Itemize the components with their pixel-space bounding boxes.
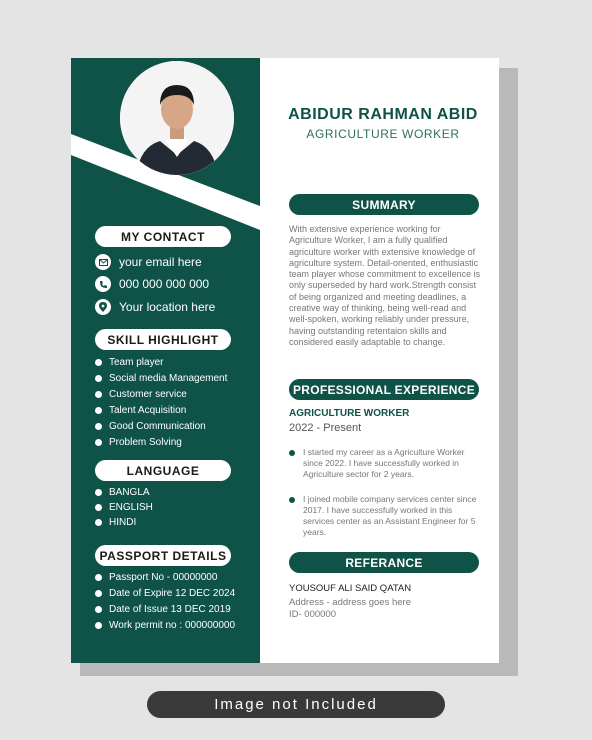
list-item: ENGLISH bbox=[95, 500, 153, 515]
passport-list bbox=[95, 569, 235, 633]
list-item: Team player bbox=[95, 354, 227, 370]
image-not-included-banner: Image not Included bbox=[147, 691, 445, 718]
bullet-icon bbox=[95, 391, 102, 398]
candidate-role: AGRICULTURE WORKER bbox=[306, 127, 460, 141]
bullet-icon bbox=[95, 504, 102, 511]
profile-photo bbox=[120, 61, 234, 175]
list-item: Good Communication bbox=[95, 418, 227, 434]
list-item: Work permit no : 000000000 bbox=[95, 617, 235, 633]
skills-list bbox=[95, 354, 227, 450]
list-item: Passport No - 00000000 bbox=[95, 569, 235, 585]
bullet-icon bbox=[95, 359, 102, 366]
contact-location[interactable] bbox=[95, 298, 215, 316]
language-heading: LANGUAGE bbox=[95, 460, 231, 481]
email-text: your email here bbox=[119, 255, 202, 269]
resume-page bbox=[71, 58, 499, 663]
reference-name: YOUSOUF ALI SAID QATAN bbox=[289, 583, 412, 594]
experience-heading: PROFESSIONAL EXPERIENCE bbox=[289, 379, 479, 400]
experience-item: I started my career as a Agriculture Worker since 2022. I have successfully worked in Agriculture sector for 2 years. bbox=[289, 447, 481, 480]
experience-item: I joined mobile company services center since 2017. I have successfully worked in this services center as an Assistant Engineer for 5 years. bbox=[289, 494, 481, 538]
bullet-icon bbox=[95, 622, 102, 629]
bullet-icon bbox=[95, 574, 102, 581]
language-list bbox=[95, 485, 153, 530]
phone-text: 000 000 000 000 bbox=[119, 277, 210, 291]
passport-heading: PASSPORT DETAILS bbox=[95, 545, 231, 566]
skills-heading: SKILL HIGHLIGHT bbox=[95, 329, 231, 350]
list-item: BANGLA bbox=[95, 485, 153, 500]
bullet-icon bbox=[95, 590, 102, 597]
contact-phone[interactable] bbox=[95, 275, 209, 293]
bullet-icon bbox=[289, 497, 295, 503]
candidate-name: ABIDUR RAHMAN ABID bbox=[288, 106, 478, 123]
reference-address: Address - address goes here bbox=[289, 597, 411, 608]
list-item: Customer service bbox=[95, 386, 227, 402]
list-item: Date of Issue 13 DEC 2019 bbox=[95, 601, 235, 617]
bullet-icon bbox=[289, 450, 295, 456]
bullet-icon bbox=[95, 407, 102, 414]
experience-years: 2022 - Present bbox=[289, 422, 362, 434]
list-item: Date of Expire 12 DEC 2024 bbox=[95, 585, 235, 601]
list-item: Social media Management bbox=[95, 370, 227, 386]
person-placeholder-icon bbox=[120, 61, 234, 175]
email-icon bbox=[95, 254, 111, 270]
bullet-icon bbox=[95, 423, 102, 430]
location-text: Your location here bbox=[119, 300, 216, 314]
list-item: Problem Solving bbox=[95, 434, 227, 450]
summary-text: With extensive experience working for Agriculture Worker, I am a fully qualified agriculture worker with extensive knowledge of agriculture system. Detail-oriented, enthusiastic team player whose commitment to excellence is only superseded by hard work.Strength consist of being organized and meeting deadlines, a creative way of thinking, being well-read and well-spoken, working reliably under pressure, having outstanding retentaion skills and considered easily adaptable to change. bbox=[289, 224, 481, 347]
list-item: HINDI bbox=[95, 515, 153, 530]
bullet-icon bbox=[95, 606, 102, 613]
experience-title: AGRICULTURE WORKER bbox=[289, 408, 410, 419]
bullet-icon bbox=[95, 375, 102, 382]
bullet-icon bbox=[95, 519, 102, 526]
contact-heading: MY CONTACT bbox=[95, 226, 231, 247]
reference-heading: REFERANCE bbox=[289, 552, 479, 573]
contact-email[interactable] bbox=[95, 253, 202, 271]
bullet-icon bbox=[95, 489, 102, 496]
summary-heading: SUMMARY bbox=[289, 194, 479, 215]
reference-id: ID- 000000 bbox=[289, 609, 337, 620]
sidebar bbox=[71, 58, 260, 663]
phone-icon bbox=[95, 276, 111, 292]
bullet-icon bbox=[95, 439, 102, 446]
location-icon bbox=[95, 299, 111, 315]
list-item: Talent Acquisition bbox=[95, 402, 227, 418]
